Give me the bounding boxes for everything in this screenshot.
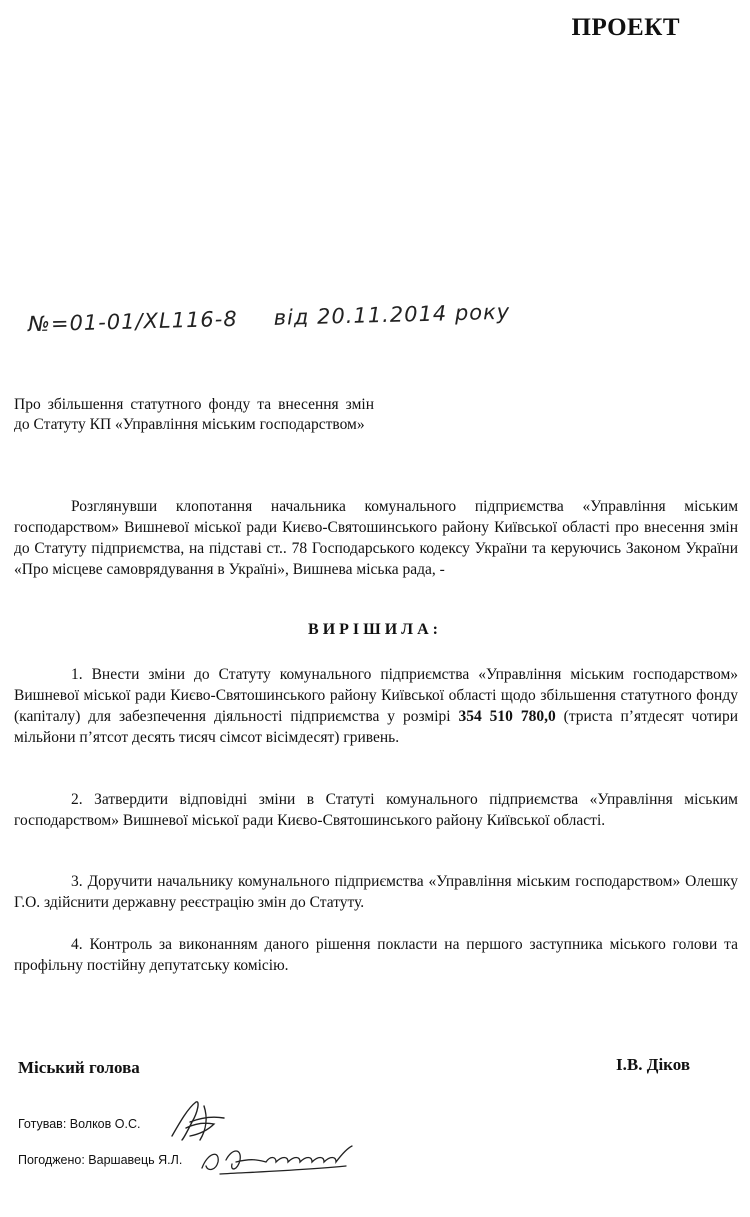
decision-item-4: 4. Контроль за виконанням даного рішення покласти на першого заступника міського голови та профільну постійну депутатську комісію.: [14, 936, 738, 974]
decision-item-1: [14, 664, 738, 748]
item-1-amount: 354 510 780,0: [458, 708, 556, 725]
item-1-text-end: (триста п’ятдесят чотири мільйони п’ятсот десять тисяч сімсот вісімдесят) гривень.: [14, 708, 738, 746]
agreed-by: Погоджено: Варшавець Я.Л.: [18, 1153, 183, 1167]
decided-heading: ВИРІШИЛА:: [308, 621, 442, 638]
mayor-name: І.В. Діков: [616, 1055, 690, 1074]
agreed-signature: [196, 1138, 362, 1180]
decision-item-2: 2. Затвердити відповідні зміни в Статуті комунального підприємства «Управління міським господарством» Вишневої міської ради Києво-Святошинського району Київської області.: [14, 791, 738, 829]
item-1-text-start: 1. Внести зміни до Статуту комунального підприємства «Управління міським господарством» Вишневої міської ради Києво-Святошинського району Київської області щодо збільшення статутного фонду (капіталу) для забезпечення діяльності підприємства у розмірі: [14, 666, 738, 725]
preamble-paragraph: Розглянувши клопотання начальника комунального підприємства «Управління міським господарством» Вишневої міської ради Києво-Святошинського району Київської області про внесення змін до Статуту підприємства, на підставі ст.. 78 Господарського кодексу України та керуючись Законом України «Про місцеве самоврядування в Україні», Вишнева міська рада, -: [14, 498, 738, 578]
registration-number-value: №=01-01/XL116-8: [27, 306, 238, 337]
project-stamp: ПРОЕКТ: [571, 14, 680, 41]
mayor-title: Міський голова: [18, 1058, 140, 1077]
decision-subject: Про збільшення статутного фонду та внесення змін до Статуту КП «Управління міським господарством»: [14, 396, 374, 433]
prepared-by: Готував: Волков О.С.: [18, 1117, 141, 1131]
registration-date: від 20.11.2014 року: [273, 299, 511, 330]
decision-item-3: 3. Доручити начальнику комунального підприємства «Управління міським господарством» Олешку Г.О. здійснити державну реєстрацію змін до Статуту.: [14, 873, 738, 911]
registration-number: [28, 300, 511, 337]
